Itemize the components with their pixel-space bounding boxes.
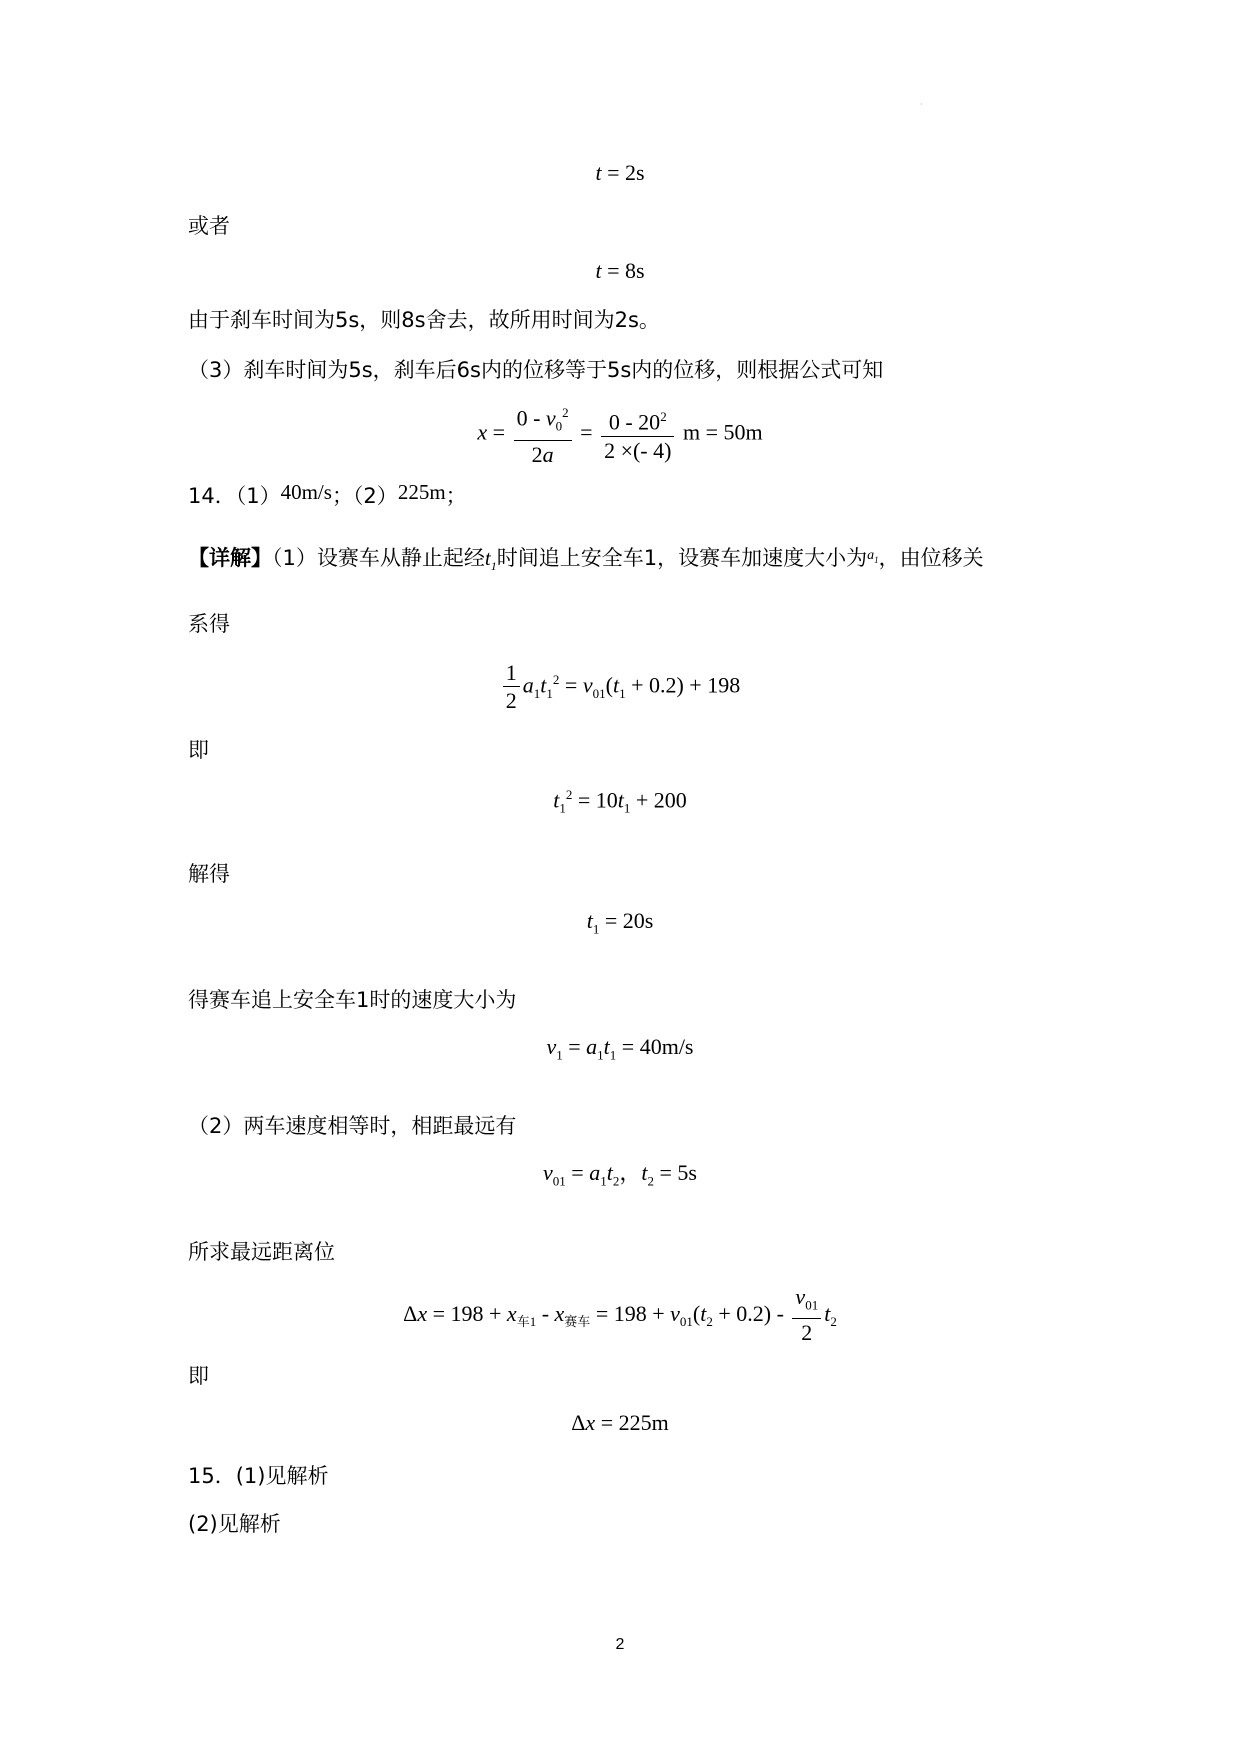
page-number: 2 bbox=[615, 1636, 625, 1653]
question-14-answers bbox=[188, 482, 467, 510]
text-brake-time: 由于刹车时间为5s，则8s舍去，故所用时间为2s。 bbox=[188, 308, 660, 332]
equation-v01: $v_{01} = a_1t_2$，$t_2 = 5s$ bbox=[543, 1160, 697, 1189]
q14-answer-2: 225m bbox=[397, 480, 446, 504]
equation-displacement: x = $\frac{0 - v_0^2}{2a}$ = $\frac{0 - 20^2}{2 \times(- 4)}$ m = 50m bbox=[0, 400, 1240, 469]
detail-tag: 【详解】 bbox=[188, 546, 272, 570]
symbol-t1: $t_1$ bbox=[484, 546, 497, 574]
equation-position: $\frac{1}{2}$ $a_1t_1^2 = v_{01}(t_1 + 0.2) + 198$ bbox=[0, 660, 1240, 715]
text-ji-2: 即 bbox=[188, 1364, 209, 1388]
equation-v1: $v_1 = a_1t_1 = 40m/s$ bbox=[546, 1034, 694, 1063]
detail-text-c: ，由位移关 bbox=[878, 546, 984, 570]
question-15-part2: (2)见解析 bbox=[188, 1512, 281, 1536]
fraction-1: $\frac{0 - v_0^2}{2a}$ bbox=[514, 400, 572, 469]
equation-t1-20s: $t_1 = 20s$ bbox=[586, 908, 654, 937]
q14-answer-1: 40m/s bbox=[280, 480, 332, 504]
text-detail-cont: 系得 bbox=[188, 612, 230, 636]
detail-text-a: （1）设赛车从静止起经 bbox=[272, 546, 485, 570]
scan-dot: · bbox=[920, 100, 923, 109]
question-15: 15．(1)见解析 bbox=[188, 1464, 329, 1488]
detail-text-b: 时间追上安全车1，设赛车加速度大小为 bbox=[496, 546, 868, 570]
text-far-distance: 所求最远距离位 bbox=[188, 1240, 335, 1264]
fraction-v01-over-2: $\frac{v_{01}}{2}$ bbox=[792, 1284, 821, 1347]
q14-end: ； bbox=[445, 484, 467, 508]
text-ji-1: 即 bbox=[188, 738, 209, 762]
equation-delta-x: $\Delta x = 198 + x_{车1} - x_{赛车} = 198 + v_{01}(t_2 + 0.2)$ - $\frac{v_{01}}{2}$ $t_2$ bbox=[403, 1284, 837, 1346]
sub-che1: 车1 bbox=[516, 1314, 537, 1330]
q14-prefix: 14．（1） bbox=[188, 484, 281, 508]
sub-saiche: 赛车 bbox=[564, 1314, 591, 1330]
equation-t-8s: t = 8s bbox=[595, 258, 645, 283]
text-part2: （2）两车速度相等时，相距最远有 bbox=[188, 1114, 517, 1138]
equation-t-2s: t = 2s bbox=[595, 160, 645, 185]
symbol-a1: a1 bbox=[867, 548, 879, 565]
text-part3: （3）刹车时间为5s，刹车后6s内的位移等于5s内的位移，则根据公式可知 bbox=[188, 358, 884, 382]
detail-paragraph bbox=[188, 544, 984, 580]
text-huozhe: 或者 bbox=[188, 214, 230, 238]
equation-delta-x-result: Δx = 225m bbox=[571, 1410, 669, 1435]
q14-mid: ；（2） bbox=[331, 484, 398, 508]
text-speed-intro: 得赛车追上安全车1时的速度大小为 bbox=[188, 988, 517, 1012]
equation-quadratic: $t_1^2 = 10t_1 + 200$ bbox=[553, 787, 687, 816]
text-jiede: 解得 bbox=[188, 862, 230, 886]
fraction-2: $\frac{0 - 20^2}{2 \times(- 4)}$ bbox=[601, 404, 674, 464]
fraction-half: $\frac{1}{2}$ bbox=[503, 660, 520, 715]
